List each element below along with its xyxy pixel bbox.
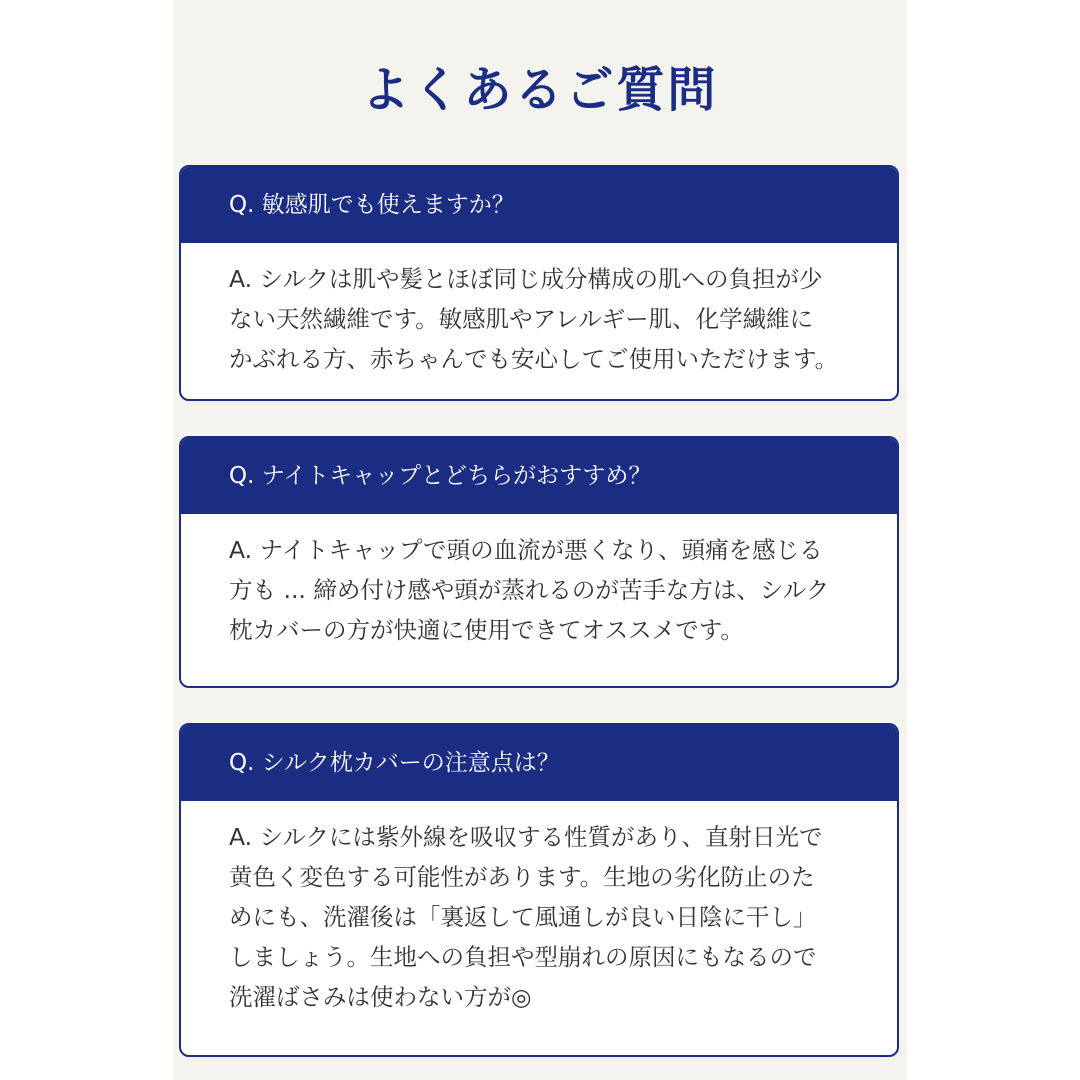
faq-answer: A. シルクは肌や髪とほぼ同じ成分構成の肌への負担が少 ない天然繊維です。敏感肌やアレルギー肌、化学繊維に かぶれる方、赤ちゃんでも安心してご使用いただけます。	[229, 265, 839, 373]
faq-question: Q. ナイトキャップとどちらがおすすめ？	[181, 438, 897, 514]
faq-question: Q. シルク枕カバーの注意点は？	[181, 725, 897, 801]
faq-card-precautions	[179, 723, 899, 1057]
page-title: よくあるご質問	[361, 62, 719, 118]
faq-card-nightcap	[179, 436, 899, 688]
faq-card-sensitive-skin	[179, 165, 899, 401]
faq-section	[173, 0, 907, 1080]
faq-answer: A. シルクには紫外線を吸収する性質があり、直射日光で 黄色く変色する可能性があります。生地の劣化防止のた めにも、洗濯後は「裏返して風通しが良い日陰に干し」 しましょう。生地への負担や型崩れの原因にもなるので 洗濯ばさみは使わない方が◎	[229, 823, 823, 1011]
faq-answer: A. ナイトキャップで頭の血流が悪くなり、頭痛を感じる 方も ... 締め付け感や頭が蒸れるのが苦手な方は、シルク 枕カバーの方が快適に使用できてオススメです。	[229, 536, 830, 644]
faq-question: Q. 敏感肌でも使えますか？	[181, 167, 897, 243]
